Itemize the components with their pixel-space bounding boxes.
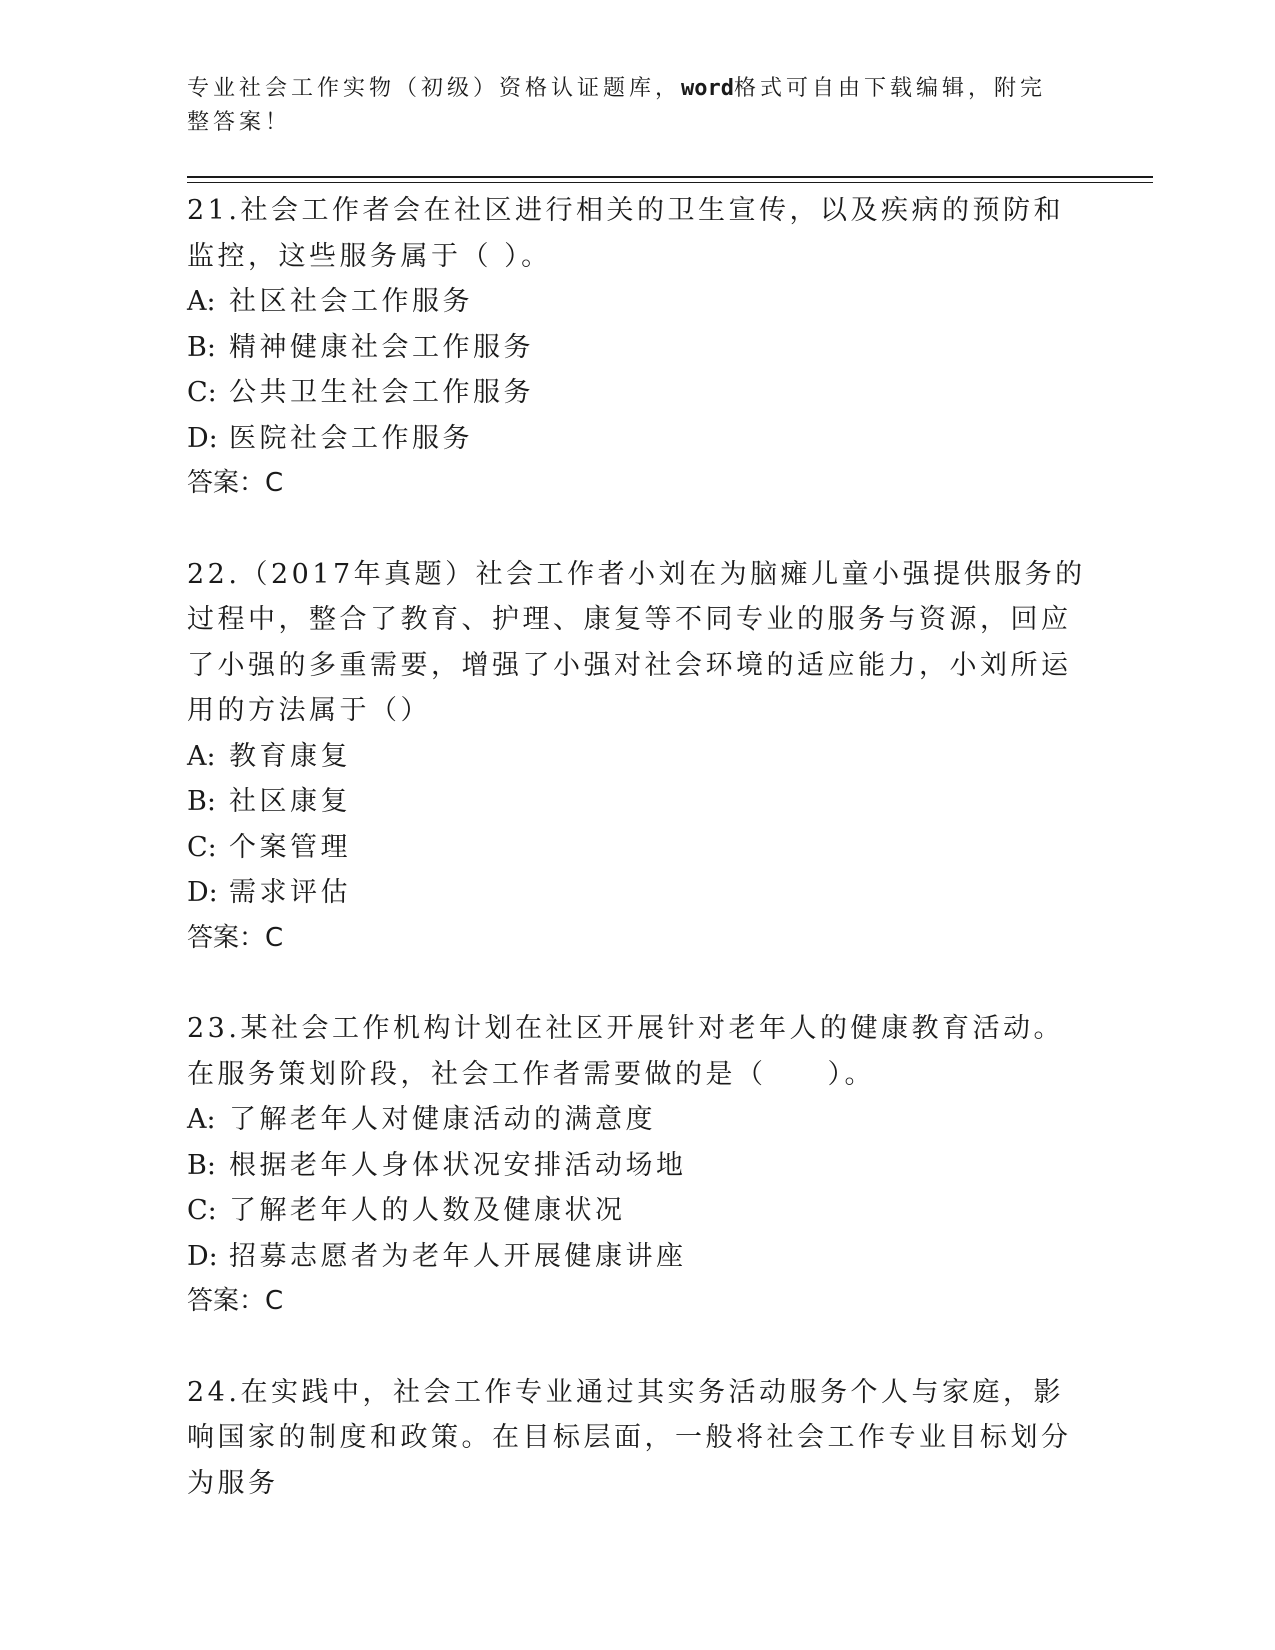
answer-line: 答案：C [187,922,284,953]
option-b [187,779,1087,825]
header-text-word: word [681,76,734,101]
question-stem: 23.某社会工作机构计划在社区开展针对老年人的健康教育活动。在服务策划阶段，社会工作者需要做的是（ ）。 [187,1013,1064,1090]
header-text-lead: 专业社会工作实物（初级）资格认证题库， [187,76,682,101]
question-spacer [187,1325,1087,1370]
option-text: 个案管理 [229,831,351,863]
option-d [187,1234,1087,1280]
header-text-tail: 格式可自由下载编辑，附完整答案！ [187,76,1047,135]
question-stem: 24.在实践中，社会工作专业通过其实务活动服务个人与家庭，影响国家的制度和政策。在目标层面，一般将社会工作专业目标划分为服务 [187,1376,1072,1499]
document-header [187,72,1067,140]
option-text: 精神健康社会工作服务 [229,331,534,363]
option-letter: A: [187,286,216,317]
option-a [187,1097,1087,1143]
question-spacer [187,961,1087,1006]
option-text: 根据老年人身体状况安排活动场地 [229,1149,687,1181]
option-letter: A: [187,1104,216,1135]
option-text: 招募志愿者为老年人开展健康讲座 [229,1240,687,1272]
answer-line: 答案：C [187,1286,284,1316]
option-text: 社区社会工作服务 [229,286,473,317]
question-stem: 21.社会工作者会在社区进行相关的卫生宣传，以及疾病的预防和监控，这些服务属于（ ）。 [187,195,1064,272]
option-text: 社区康复 [229,786,351,817]
question-21 [187,188,1087,507]
question-spacer [187,507,1087,552]
option-letter: C: [187,377,217,408]
option-c [187,370,1087,416]
question-stem: 22.（2017年真题）社会工作者小刘在为脑瘫儿童小强提供服务的过程中，整合了教育、护理、康复等不同专业的服务与资源，回应了小强的多重需要，增强了小强对社会环境的适应能力，小刘所运用的方法属于（） [187,558,1086,726]
option-letter: C: [187,1195,217,1226]
option-letter: B: [187,786,216,817]
question-list [187,188,1087,1506]
option-letter: D: [187,422,218,454]
option-text: 教育康复 [229,740,351,772]
option-letter: D: [187,1240,218,1272]
option-c [187,1188,1087,1234]
option-text: 医院社会工作服务 [229,422,473,454]
question-23 [187,1006,1087,1325]
option-letter: D: [187,877,218,908]
option-letter: B: [187,331,216,363]
option-c [187,825,1087,871]
option-text: 了解老年人的人数及健康状况 [229,1195,626,1226]
option-d [187,416,1087,462]
option-letter: C: [187,831,217,863]
option-letter: A: [187,740,216,772]
question-24 [187,1370,1087,1507]
option-a [187,279,1087,325]
option-letter: B: [187,1149,216,1181]
option-text: 需求评估 [229,877,351,908]
header-divider-thick [187,176,1153,178]
question-22 [187,552,1087,962]
option-d [187,870,1087,916]
option-b [187,1143,1087,1189]
option-a [187,734,1087,780]
option-b [187,325,1087,371]
option-text: 了解老年人对健康活动的满意度 [229,1104,656,1135]
answer-line: 答案：C [187,468,284,498]
header-divider-thin [187,182,1153,183]
option-text: 公共卫生社会工作服务 [229,377,534,408]
